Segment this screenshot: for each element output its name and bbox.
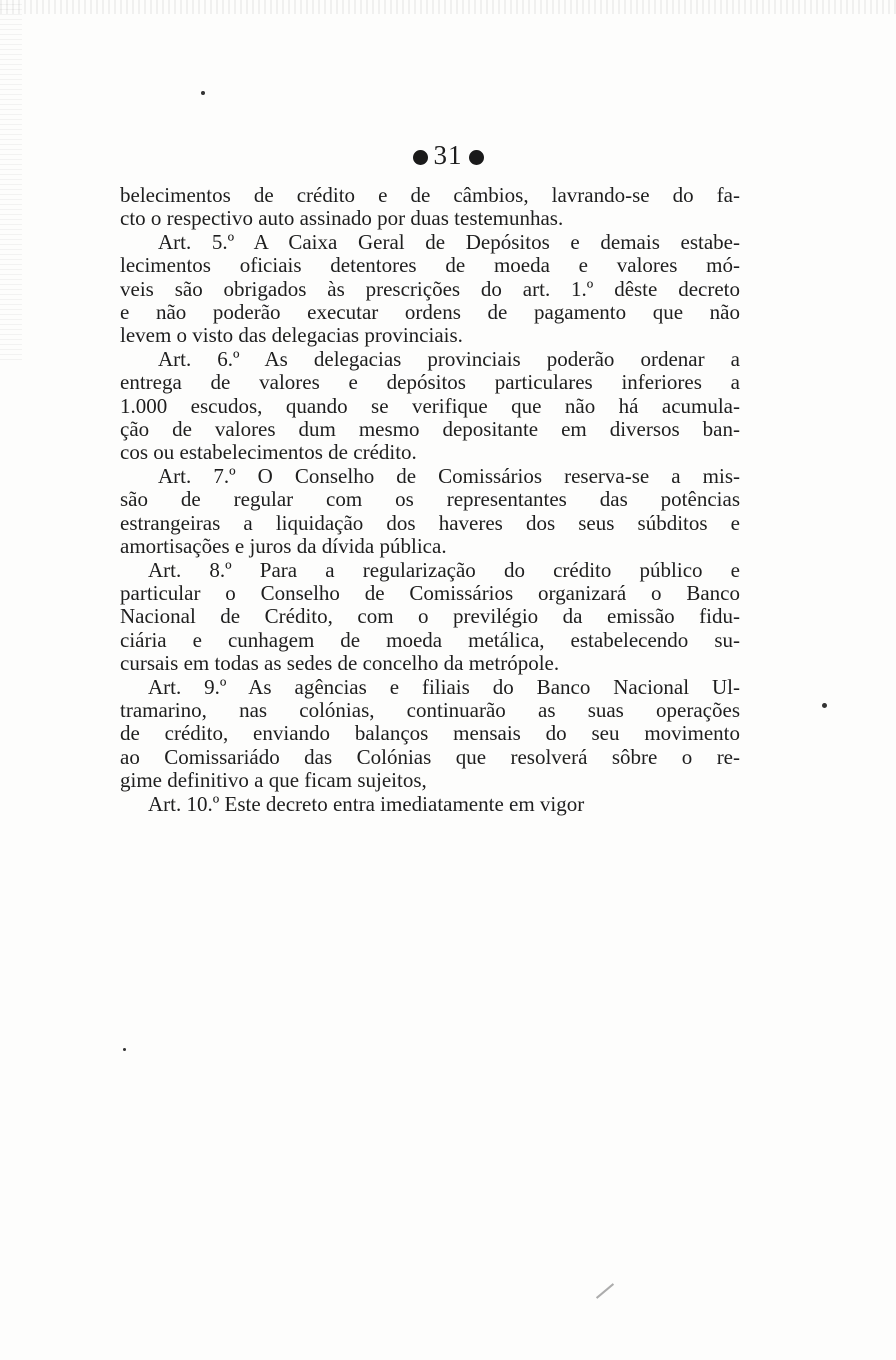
text-line: ciária e cunhagem de moeda metálica, estabelecendo su- xyxy=(120,628,740,652)
text-line: Art. 10.º Este decreto entra imediatamente em vigor xyxy=(148,792,585,816)
page-number xyxy=(0,140,896,171)
text-line: Art. 9.º As agências e filiais do Banco Nacional Ul- xyxy=(148,675,740,699)
scan-scratch xyxy=(596,1283,614,1299)
text-line: e não poderão executar ordens de pagamento que não xyxy=(120,301,740,325)
scan-edge-noise-left xyxy=(0,0,22,360)
text-line: levem o visto das delegacias provinciais. xyxy=(120,324,463,348)
text-line: veis são obrigados às prescrições do art. 1.º dêste decreto xyxy=(120,277,740,301)
text-line: estrangeiras a liquidação dos haveres dos seus súbditos e xyxy=(120,511,740,535)
text-line: cursais em todas as sedes de concelho da metrópole. xyxy=(120,652,560,676)
text-line: Art. 8.º Para a regularização do crédito público e xyxy=(148,558,740,582)
page-number-bullet-left xyxy=(413,150,428,165)
text-line: lecimentos oficiais detentores de moeda e valores mó- xyxy=(120,254,740,278)
text-line: tramarino, nas colónias, continuarão as suas operações xyxy=(120,698,740,722)
text-line: Art. 5.º A Caixa Geral de Depósitos e demais estabe- xyxy=(158,230,740,254)
text-line: Art. 7.º O Conselho de Comissários reserva-se a mis- xyxy=(158,464,740,488)
scan-edge-noise-top xyxy=(0,0,896,14)
text-line: são de regular com os representantes das potências xyxy=(120,488,740,512)
text-line: 1.000 escudos, quando se verifique que não há acumula- xyxy=(120,394,740,418)
text-line: belecimentos de crédito e de câmbios, lavrando-se do fa- xyxy=(120,184,740,207)
ink-speck xyxy=(822,703,827,708)
text-line: ção de valores dum mesmo depositante em diversos ban- xyxy=(120,418,740,442)
text-line: cto o respectivo auto assinado por duas testemunhas. xyxy=(120,207,564,231)
decree-body-text xyxy=(120,184,740,816)
ink-speck xyxy=(123,1048,126,1051)
text-line: cos ou estabelecimentos de crédito. xyxy=(120,441,417,465)
text-line: de crédito, enviando balanços mensais do seu movimento xyxy=(120,722,740,746)
text-line: ao Comissariádo das Colónias que resolverá sôbre o re- xyxy=(120,745,740,769)
text-line: amortisações e juros da dívida pública. xyxy=(120,535,447,559)
page-number-text: 31 xyxy=(433,140,463,170)
page-number-bullet-right xyxy=(469,150,484,165)
text-line: Nacional de Crédito, com o previlégio da emissão fidu- xyxy=(120,605,740,629)
ink-speck xyxy=(201,91,205,95)
text-line: particular o Conselho de Comissários organizará o Banco xyxy=(120,581,740,605)
text-line: entrega de valores e depósitos particulares inferiores a xyxy=(120,371,740,395)
text-line: Art. 6.º As delegacias provinciais poderão ordenar a xyxy=(158,347,740,371)
text-line: gime definitivo a que ficam sujeitos, xyxy=(120,769,427,793)
